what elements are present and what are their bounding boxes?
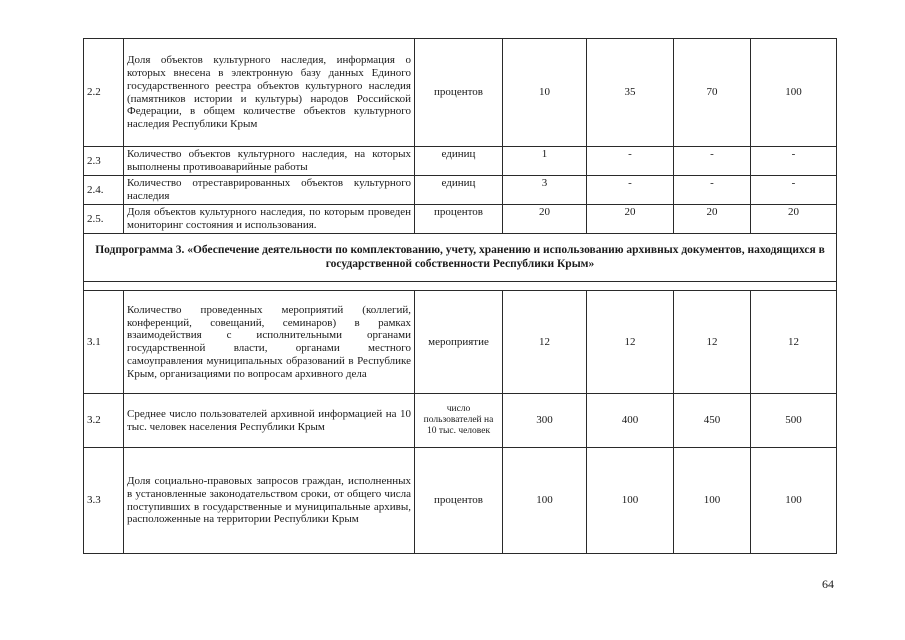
row-description: Доля объектов культурного наследия, информация о которых внесена в электронную базу данных Единого государственного реестра объектов культурного наследия (памятников истории и культуры) народов Российской Федерации, в общем количестве объектов культурного наследия Республики Крым — [124, 39, 415, 147]
row-number: 2.5. — [84, 205, 124, 234]
row-value-4: 20 — [751, 205, 837, 234]
row-unit: единиц — [415, 147, 503, 176]
row-description: Доля объектов культурного наследия, по которым проведен мониторинг состояния и использования. — [124, 205, 415, 234]
row-number: 3.3 — [84, 448, 124, 554]
row-value-1: 20 — [503, 205, 587, 234]
row-value-1: 300 — [503, 394, 587, 448]
row-value-2: 400 — [587, 394, 674, 448]
row-value-4: 12 — [751, 291, 837, 394]
spacer-row — [84, 282, 837, 291]
row-value-2: - — [587, 147, 674, 176]
row-value-3: 20 — [674, 205, 751, 234]
row-value-2: 12 — [587, 291, 674, 394]
row-unit: мероприятие — [415, 291, 503, 394]
table-row — [84, 394, 837, 448]
row-unit: число пользователей на 10 тыс. человек — [415, 394, 503, 448]
table-row — [84, 176, 837, 205]
row-value-4: 100 — [751, 39, 837, 147]
row-value-3: - — [674, 147, 751, 176]
row-description: Среднее число пользователей архивной информацией на 10 тыс. человек населения Республики Крым — [124, 394, 415, 448]
indicators-table — [83, 38, 837, 554]
row-description: Количество отреставрированных объектов культурного наследия — [124, 176, 415, 205]
table-row — [84, 147, 837, 176]
row-description: Количество объектов культурного наследия, на которых выполнены противоаварийные работы — [124, 147, 415, 176]
subprogram-title: Подпрограмма 3. «Обеспечение деятельности по комплектованию, учету, хранению и использованию архивных документов, находящихся в государственной собственности Республики Крым» — [84, 234, 837, 282]
table-row — [84, 205, 837, 234]
row-value-1: 10 — [503, 39, 587, 147]
table-row — [84, 39, 837, 147]
row-value-1: 12 — [503, 291, 587, 394]
row-value-2: 100 — [587, 448, 674, 554]
row-value-2: 35 — [587, 39, 674, 147]
row-value-1: 3 — [503, 176, 587, 205]
row-unit: процентов — [415, 39, 503, 147]
row-description: Количество проведенных мероприятий (коллегий, конференций, совещаний, семинаров) в рамках взаимодействия с исполнительными органами государственной власти, органами местного самоуправления муниципальных образований в Республике Крым, организациями по вопросам архивного дела — [124, 291, 415, 394]
row-unit: процентов — [415, 448, 503, 554]
row-number: 2.3 — [84, 147, 124, 176]
row-unit: единиц — [415, 176, 503, 205]
row-description: Доля социально-правовых запросов граждан, исполненных в установленные законодательством сроки, от общего числа поступивших в государственные и муниципальные архивы, расположенные на территории Республики Крым — [124, 448, 415, 554]
row-unit: процентов — [415, 205, 503, 234]
row-value-4: - — [751, 176, 837, 205]
row-number: 3.1 — [84, 291, 124, 394]
spacer-cell — [84, 282, 837, 291]
row-value-1: 1 — [503, 147, 587, 176]
table-row — [84, 291, 837, 394]
subprogram-row — [84, 234, 837, 282]
row-number: 2.2 — [84, 39, 124, 147]
row-value-4: 100 — [751, 448, 837, 554]
row-value-3: 450 — [674, 394, 751, 448]
row-value-4: 500 — [751, 394, 837, 448]
row-value-1: 100 — [503, 448, 587, 554]
row-value-4: - — [751, 147, 837, 176]
row-value-2: 20 — [587, 205, 674, 234]
row-value-3: - — [674, 176, 751, 205]
row-value-3: 70 — [674, 39, 751, 147]
row-number: 2.4. — [84, 176, 124, 205]
row-value-2: - — [587, 176, 674, 205]
row-value-3: 100 — [674, 448, 751, 554]
page-number: 64 — [822, 577, 834, 591]
row-value-3: 12 — [674, 291, 751, 394]
row-number: 3.2 — [84, 394, 124, 448]
table-row — [84, 448, 837, 554]
